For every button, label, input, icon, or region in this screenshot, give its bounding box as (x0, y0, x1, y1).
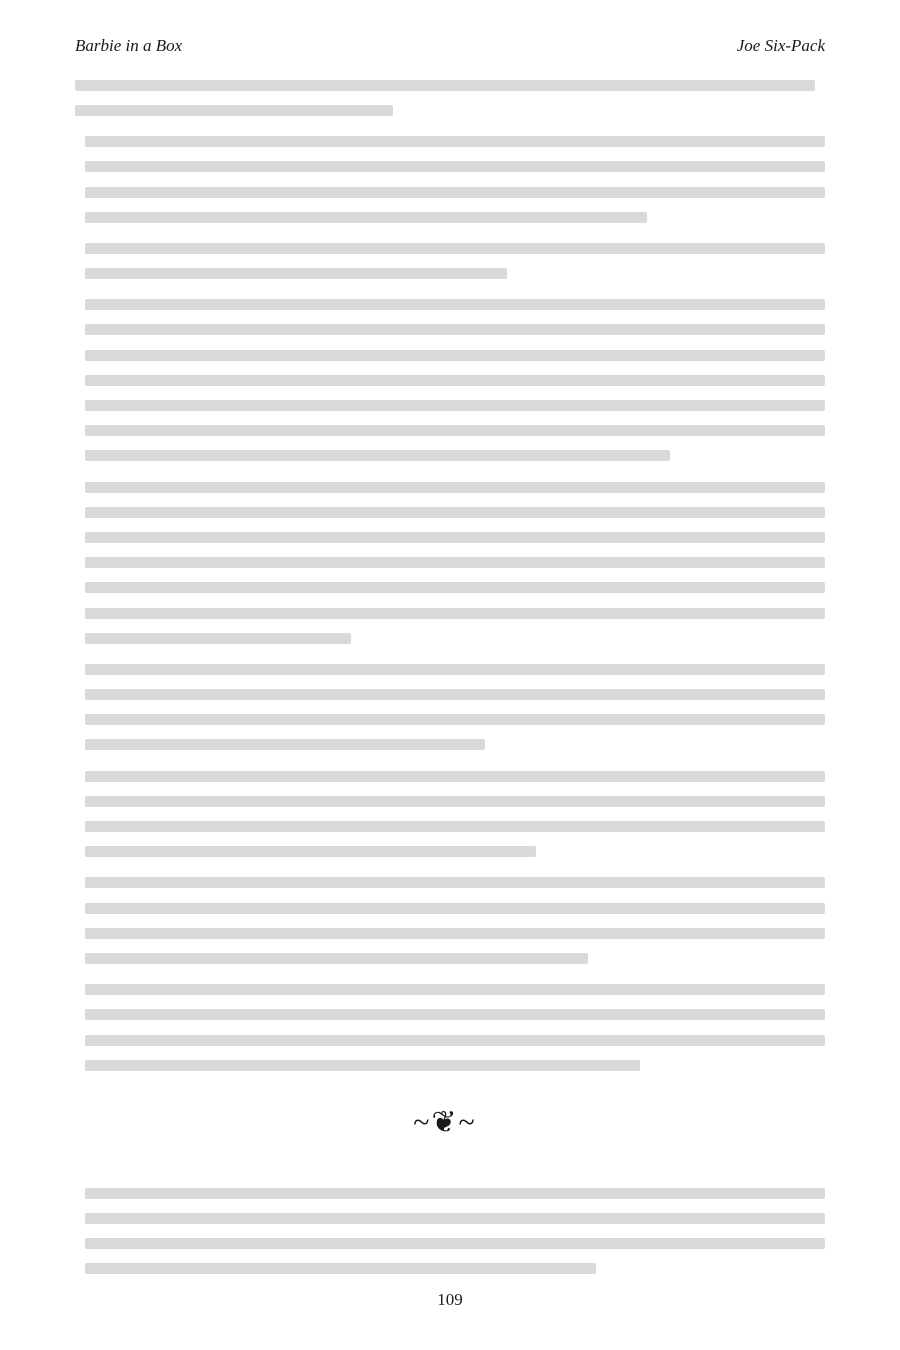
text-line-placeholder (75, 474, 815, 499)
book-title: Barbie in a Box (75, 36, 183, 55)
author-name: Joe Six-Pack (736, 36, 825, 55)
paragraph (75, 128, 815, 229)
paragraph (75, 976, 815, 1077)
text-line-placeholder (75, 763, 815, 788)
text-line-placeholder (75, 499, 815, 524)
text-line-placeholder (75, 97, 815, 122)
text-line-placeholder (75, 367, 815, 392)
running-header (75, 36, 825, 56)
text-line-placeholder (75, 656, 815, 681)
text-line-placeholder (75, 342, 815, 367)
text-line-placeholder (75, 235, 815, 260)
text-line-placeholder (75, 838, 815, 863)
paragraphs-before-break (75, 72, 815, 1077)
text-line-placeholder (75, 1256, 815, 1281)
page-body (75, 72, 815, 1287)
text-line-placeholder (75, 707, 815, 732)
text-line-placeholder (75, 575, 815, 600)
text-line-placeholder (75, 317, 815, 342)
text-line-placeholder (75, 920, 815, 945)
text-line-placeholder (75, 549, 815, 574)
text-line-placeholder (75, 1002, 815, 1027)
text-line-placeholder (75, 204, 815, 229)
text-line-placeholder (75, 179, 815, 204)
paragraphs-after-break (75, 1180, 815, 1281)
text-line-placeholder (75, 945, 815, 970)
text-line-placeholder (75, 976, 815, 1001)
text-line-placeholder (75, 600, 815, 625)
paragraph (75, 870, 815, 971)
text-line-placeholder (75, 1027, 815, 1052)
page-number: 109 (437, 1290, 463, 1309)
paragraph (75, 235, 815, 285)
paragraph (75, 292, 815, 468)
text-line-placeholder (75, 895, 815, 920)
text-line-placeholder (75, 524, 815, 549)
paragraph (75, 656, 815, 757)
text-line-placeholder (75, 1231, 815, 1256)
text-line-placeholder (75, 154, 815, 179)
text-line-placeholder (75, 392, 815, 417)
text-line-placeholder (75, 72, 815, 97)
text-line-placeholder (75, 128, 815, 153)
scene-break-ornament: ~❦~ (413, 1106, 477, 1140)
paragraph (75, 1180, 815, 1281)
text-line-placeholder (75, 1205, 815, 1230)
text-line-placeholder (75, 625, 815, 650)
paragraph (75, 72, 815, 122)
text-line-placeholder (75, 417, 815, 442)
text-line-placeholder (75, 788, 815, 813)
text-line-placeholder (75, 813, 815, 838)
text-line-placeholder (75, 870, 815, 895)
text-line-placeholder (75, 260, 815, 285)
text-line-placeholder (75, 443, 815, 468)
text-line-placeholder (75, 732, 815, 757)
text-line-placeholder (75, 292, 815, 317)
text-line-placeholder (75, 1052, 815, 1077)
text-line-placeholder (75, 681, 815, 706)
text-line-placeholder (75, 1180, 815, 1205)
paragraph (75, 763, 815, 864)
paragraph (75, 474, 815, 650)
